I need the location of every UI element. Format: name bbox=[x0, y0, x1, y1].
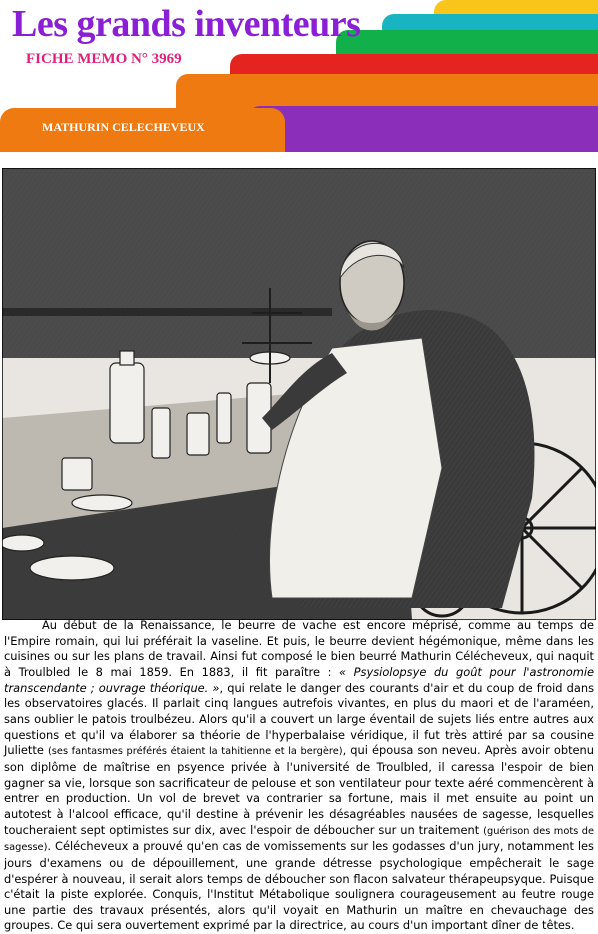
article-aside-2: (guérison des mots de sagesse) bbox=[4, 825, 594, 854]
header bbox=[0, 0, 598, 168]
article-text-3: , qui épousa son neveu. Après avoir obtenu son diplôme de maîtrise en psyence privée à l'université de Troulbled, il caressa l'espoir de bien gagner sa vie, lorsque son sacrificateur de pelouse et son ventilateur pour texte aéré commencèrent à entrer en production. Un vol de brevet va contrarier sa fortune, mais il met ensuite au point un autotest à l'alcool efficace, qu'il destine à prévenir les désagréables nausées de sagesse, lesquelles toucheraient sept optimistes sur dix, avec l'espoir de déboucher sur un traitement bbox=[4, 743, 594, 837]
inventor-name: MATHURIN CELECHEVEUX bbox=[42, 120, 205, 134]
memo-number: FICHE MEMO N° 3969 bbox=[26, 51, 182, 67]
article-aside-1: (ses fantasmes préférés étaient la tahitienne et la bergère) bbox=[47, 746, 343, 758]
band-purple bbox=[248, 106, 598, 152]
article-body bbox=[4, 618, 594, 934]
inventor-portrait-image bbox=[2, 168, 596, 620]
page-title: Les grands inventeurs bbox=[12, 3, 361, 45]
article-text-4: . Célécheveux a prouvé qu'en cas de vomissements sur les godasses d'un jury, notamment les jours d'examens ou de dépouillement, une grande détresse psychologique empêcherait le sage d'espérer à nouveau, il serait alors temps de déboucher son flacon salvateur thérapeupsyque. Puisque c'était la piste explorée. Conquis, l'Institut Métabolique soulignera courageusement au feutre rouge une partie des travaux présentés, alors qu'il voyait en Mathurin un maître en chevauchage des groupes. Ce qui sera ouvertement exprimé par la directrice, au cours d'un important dîner de têtes. bbox=[4, 839, 594, 933]
article-text-2: , qui relate le danger des courants d'air et du coup de froid dans les observatoires glacés. Il parlait cinq langues autrefois vivantes, en plus du maori et de l'araméen, sans oublier le patois troulbézeu. Alors qu'il a couvert un large éventail de sujets liés entre autres aux questions et qu'il va élaborer sa théorie de l'hyperbalaise véridique, il fut très attiré par sa cousine Juliette bbox=[4, 680, 595, 758]
book-title: « Psysiolopsye du goût pour l'astronomie transcendante ; ouvrage théorique. » bbox=[4, 664, 595, 695]
article-text-1: Au début de la Renaissance, le beurre de vache est encore méprisé, comme au temps de l'Empire romain, qui lui préférait la vaseline. Et puis, le beurre devient hégémonique, même dans les cuisines ou sur les plans de travail. Ainsi fut composé le bien beurré Mathurin Célécheveux, qui naquit à Troulbled le 8 mai 1859. En 1883, il fit paraître : bbox=[4, 618, 594, 679]
